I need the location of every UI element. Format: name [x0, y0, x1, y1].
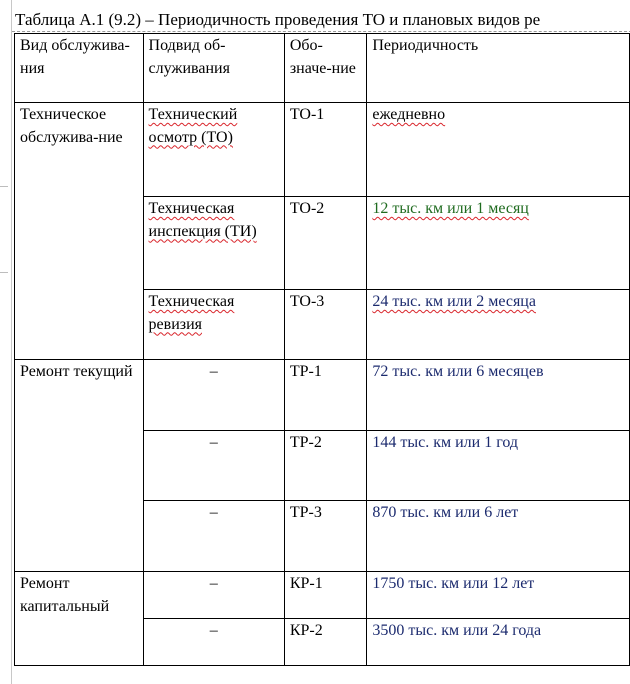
- period-cell: 24 тыс. км или 2 месяца: [367, 290, 630, 360]
- group-capital-repair: Ремонт капитальный: [15, 572, 144, 666]
- period-cell: ежедневно: [367, 103, 630, 197]
- group-current-repair: Ремонт текущий: [15, 360, 144, 572]
- header-subtype: Подвид об-служивания: [143, 34, 284, 103]
- subtype-cell: –: [143, 431, 284, 501]
- code-cell: ТО-1: [284, 103, 367, 197]
- period-cell: 1750 тыс. км или 12 лет: [367, 572, 630, 619]
- table-row: [15, 103, 630, 197]
- table-caption: Таблица А.1 (9.2) – Периодичность проведения ТО и плановых видов ре: [15, 10, 541, 29]
- group-maintenance: Техническое обслужива-ние: [15, 103, 144, 360]
- subtype-cell: –: [143, 360, 284, 431]
- subtype-cell: –: [143, 619, 284, 666]
- code-cell: КР-1: [284, 572, 367, 619]
- period-cell: 72 тыс. км или 6 месяцев: [367, 360, 630, 431]
- period-cell: 144 тыс. км или 1 год: [367, 431, 630, 501]
- code-cell: ТР-2: [284, 431, 367, 501]
- code-cell: КР-2: [284, 619, 367, 666]
- page-margin-guide: [11, 0, 12, 684]
- period-cell: 12 тыс. км или 1 месяц: [367, 197, 630, 290]
- table-row: [15, 360, 630, 431]
- table-row: [15, 572, 630, 619]
- code-cell: ТР-3: [284, 501, 367, 572]
- subtype-cell: –: [143, 572, 284, 619]
- code-cell: ТО-2: [284, 197, 367, 290]
- subtype-cell: Техническая ревизия: [143, 290, 284, 360]
- margin-tick: [0, 186, 8, 187]
- period-cell: 3500 тыс. км или 24 года: [367, 619, 630, 666]
- code-cell: ТО-3: [284, 290, 367, 360]
- subtype-cell: Технический осмотр (ТО): [143, 103, 284, 197]
- header-type: Вид обслужива-ния: [15, 34, 144, 103]
- margin-tick: [0, 272, 8, 273]
- header-period: Периодичность: [367, 34, 630, 103]
- period-cell: 870 тыс. км или 6 лет: [367, 501, 630, 572]
- header-code: Обо-значе-ние: [284, 34, 367, 103]
- caption-text-boundary: [12, 31, 630, 32]
- header-row: [15, 34, 630, 103]
- subtype-cell: Техническая инспекция (ТИ): [143, 197, 284, 290]
- code-cell: ТР-1: [284, 360, 367, 431]
- maintenance-periodicity-table: [14, 33, 630, 666]
- subtype-cell: –: [143, 501, 284, 572]
